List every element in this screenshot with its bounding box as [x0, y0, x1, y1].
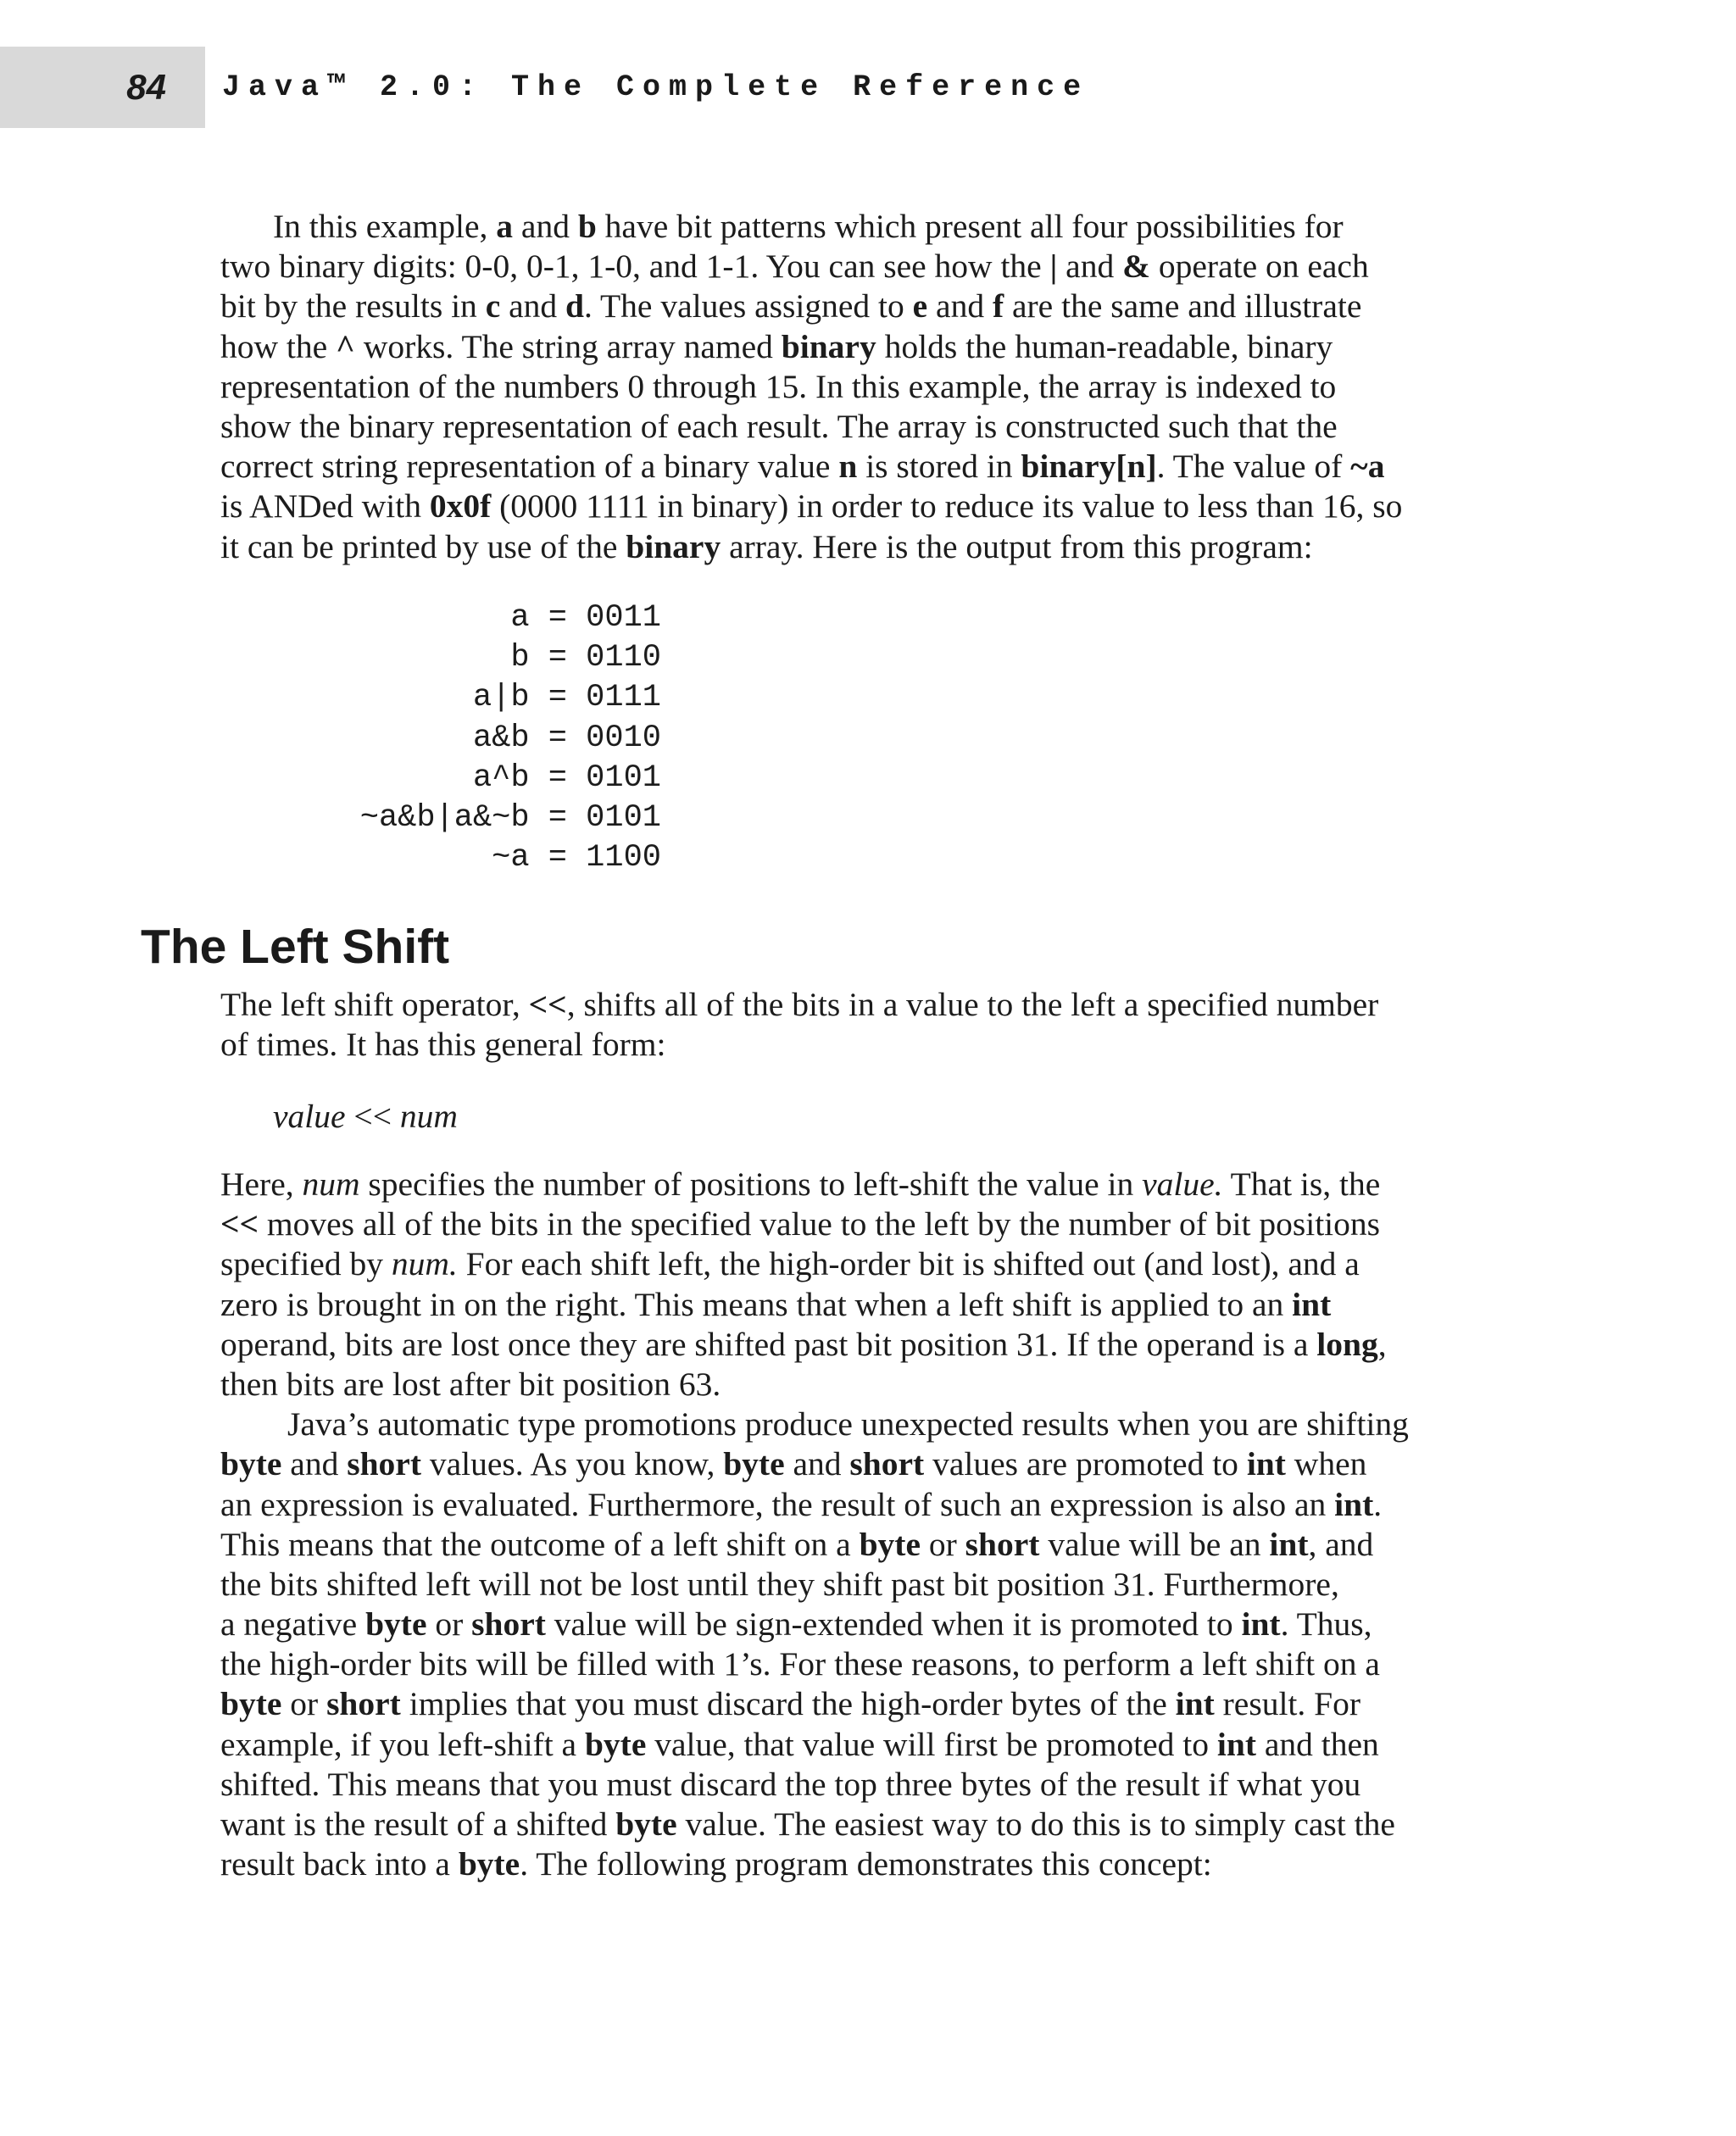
text-line: want is the result of a shifted byte value. The easiest way to do this is to simply cast the	[220, 1805, 1395, 1843]
output-line: ~a = 1100	[492, 840, 661, 876]
text-line: of times. It has this general form:	[220, 1026, 666, 1064]
page-header	[0, 0, 1736, 127]
output-line: a = 0011	[510, 600, 661, 636]
left-shift-intro	[220, 985, 1509, 1065]
output-line: ~a&b|a&~b = 0101	[359, 799, 661, 836]
explanation-paragraphs	[220, 1165, 1509, 1884]
text-line: zero is brought in on the right. This means that when a left shift is applied to an int	[220, 1285, 1332, 1323]
text-line: a negative byte or short value will be sign-extended when it is promoted to int. Thus,	[220, 1605, 1372, 1644]
text-line: example, if you left-shift a byte value, that value will first be promoted to int and then	[220, 1725, 1379, 1763]
general-form-operator: <<	[353, 1098, 392, 1135]
output-line: a&b = 0010	[472, 720, 661, 756]
text-line: shifted. This means that you must discard the top three bytes of the result if what you	[220, 1765, 1361, 1803]
text-line: Here, num specifies the number of positions to left-shift the value in value. That is, the	[220, 1165, 1381, 1203]
page-number: 84	[126, 67, 166, 107]
general-form-value: value	[273, 1098, 346, 1135]
general-form	[273, 1097, 458, 1137]
output-line: a|b = 0111	[472, 680, 661, 716]
text-line: specified by num. For each shift left, the high-order bit is shifted out (and lost), and a	[220, 1245, 1360, 1283]
text-line: In this example, a and b have bit patterns which present all four possibilities for	[273, 208, 1344, 245]
text-line: how the ^ works. The string array named binary holds the human-readable, binary	[220, 327, 1333, 365]
program-output	[220, 598, 661, 878]
text-line: correct string representation of a binary value n is stored in binary[n]. The value of ~a	[220, 448, 1385, 486]
running-title: Java™ 2.0: The Complete Reference	[222, 70, 1090, 104]
text-line: is ANDed with 0x0f (0000 1111 in binary) in order to reduce its value to less than 16, so	[220, 487, 1403, 526]
text-line: it can be printed by use of the binary array. Here is the output from this program:	[220, 527, 1313, 565]
general-form-num: num	[399, 1098, 458, 1135]
text-line: result back into a byte. The following program demonstrates this concept:	[220, 1845, 1212, 1883]
text-line: representation of the numbers 0 through 15. In this example, the array is indexed to	[220, 367, 1337, 405]
text-line: the high-order bits will be filled with 1’s. For these reasons, to perform a left shift on a	[220, 1645, 1380, 1683]
text-line: byte or short implies that you must discard the high-order bytes of the int result. For	[220, 1685, 1361, 1723]
text-line: the bits shifted left will not be lost until they shift past bit position 31. Furthermore,	[220, 1565, 1339, 1603]
section-heading: The Left Shift	[141, 920, 450, 974]
text-line: This means that the outcome of a left shift on a byte or short value will be an int, and	[220, 1525, 1374, 1563]
text-line: bit by the results in c and d. The values assigned to e and f are the same and illustrate	[220, 287, 1362, 325]
output-line: b = 0110	[510, 640, 661, 676]
output-line: a^b = 0101	[472, 759, 661, 796]
intro-paragraph	[220, 207, 1509, 567]
text-line: << moves all of the bits in the specified value to the left by the number of bit positions	[220, 1205, 1381, 1243]
text-line: an expression is evaluated. Furthermore, the result of such an expression is also an int.	[220, 1485, 1383, 1523]
text-line: show the binary representation of each result. The array is constructed such that the	[220, 407, 1338, 445]
text-line: The left shift operator, <<, shifts all of the bits in a value to the left a specified number	[220, 986, 1379, 1023]
text-line: then bits are lost after bit position 63.	[220, 1365, 721, 1403]
text-line: byte and short values. As you know, byte and short values are promoted to int when	[220, 1445, 1367, 1483]
text-line: operand, bits are lost once they are shifted past bit position 31. If the operand is a long,	[220, 1325, 1387, 1363]
text-line: two binary digits: 0-0, 0-1, 1-0, and 1-1. You can see how the | and & operate on each	[220, 248, 1369, 286]
text-line: Java’s automatic type promotions produce unexpected results when you are shifting	[220, 1405, 1409, 1443]
